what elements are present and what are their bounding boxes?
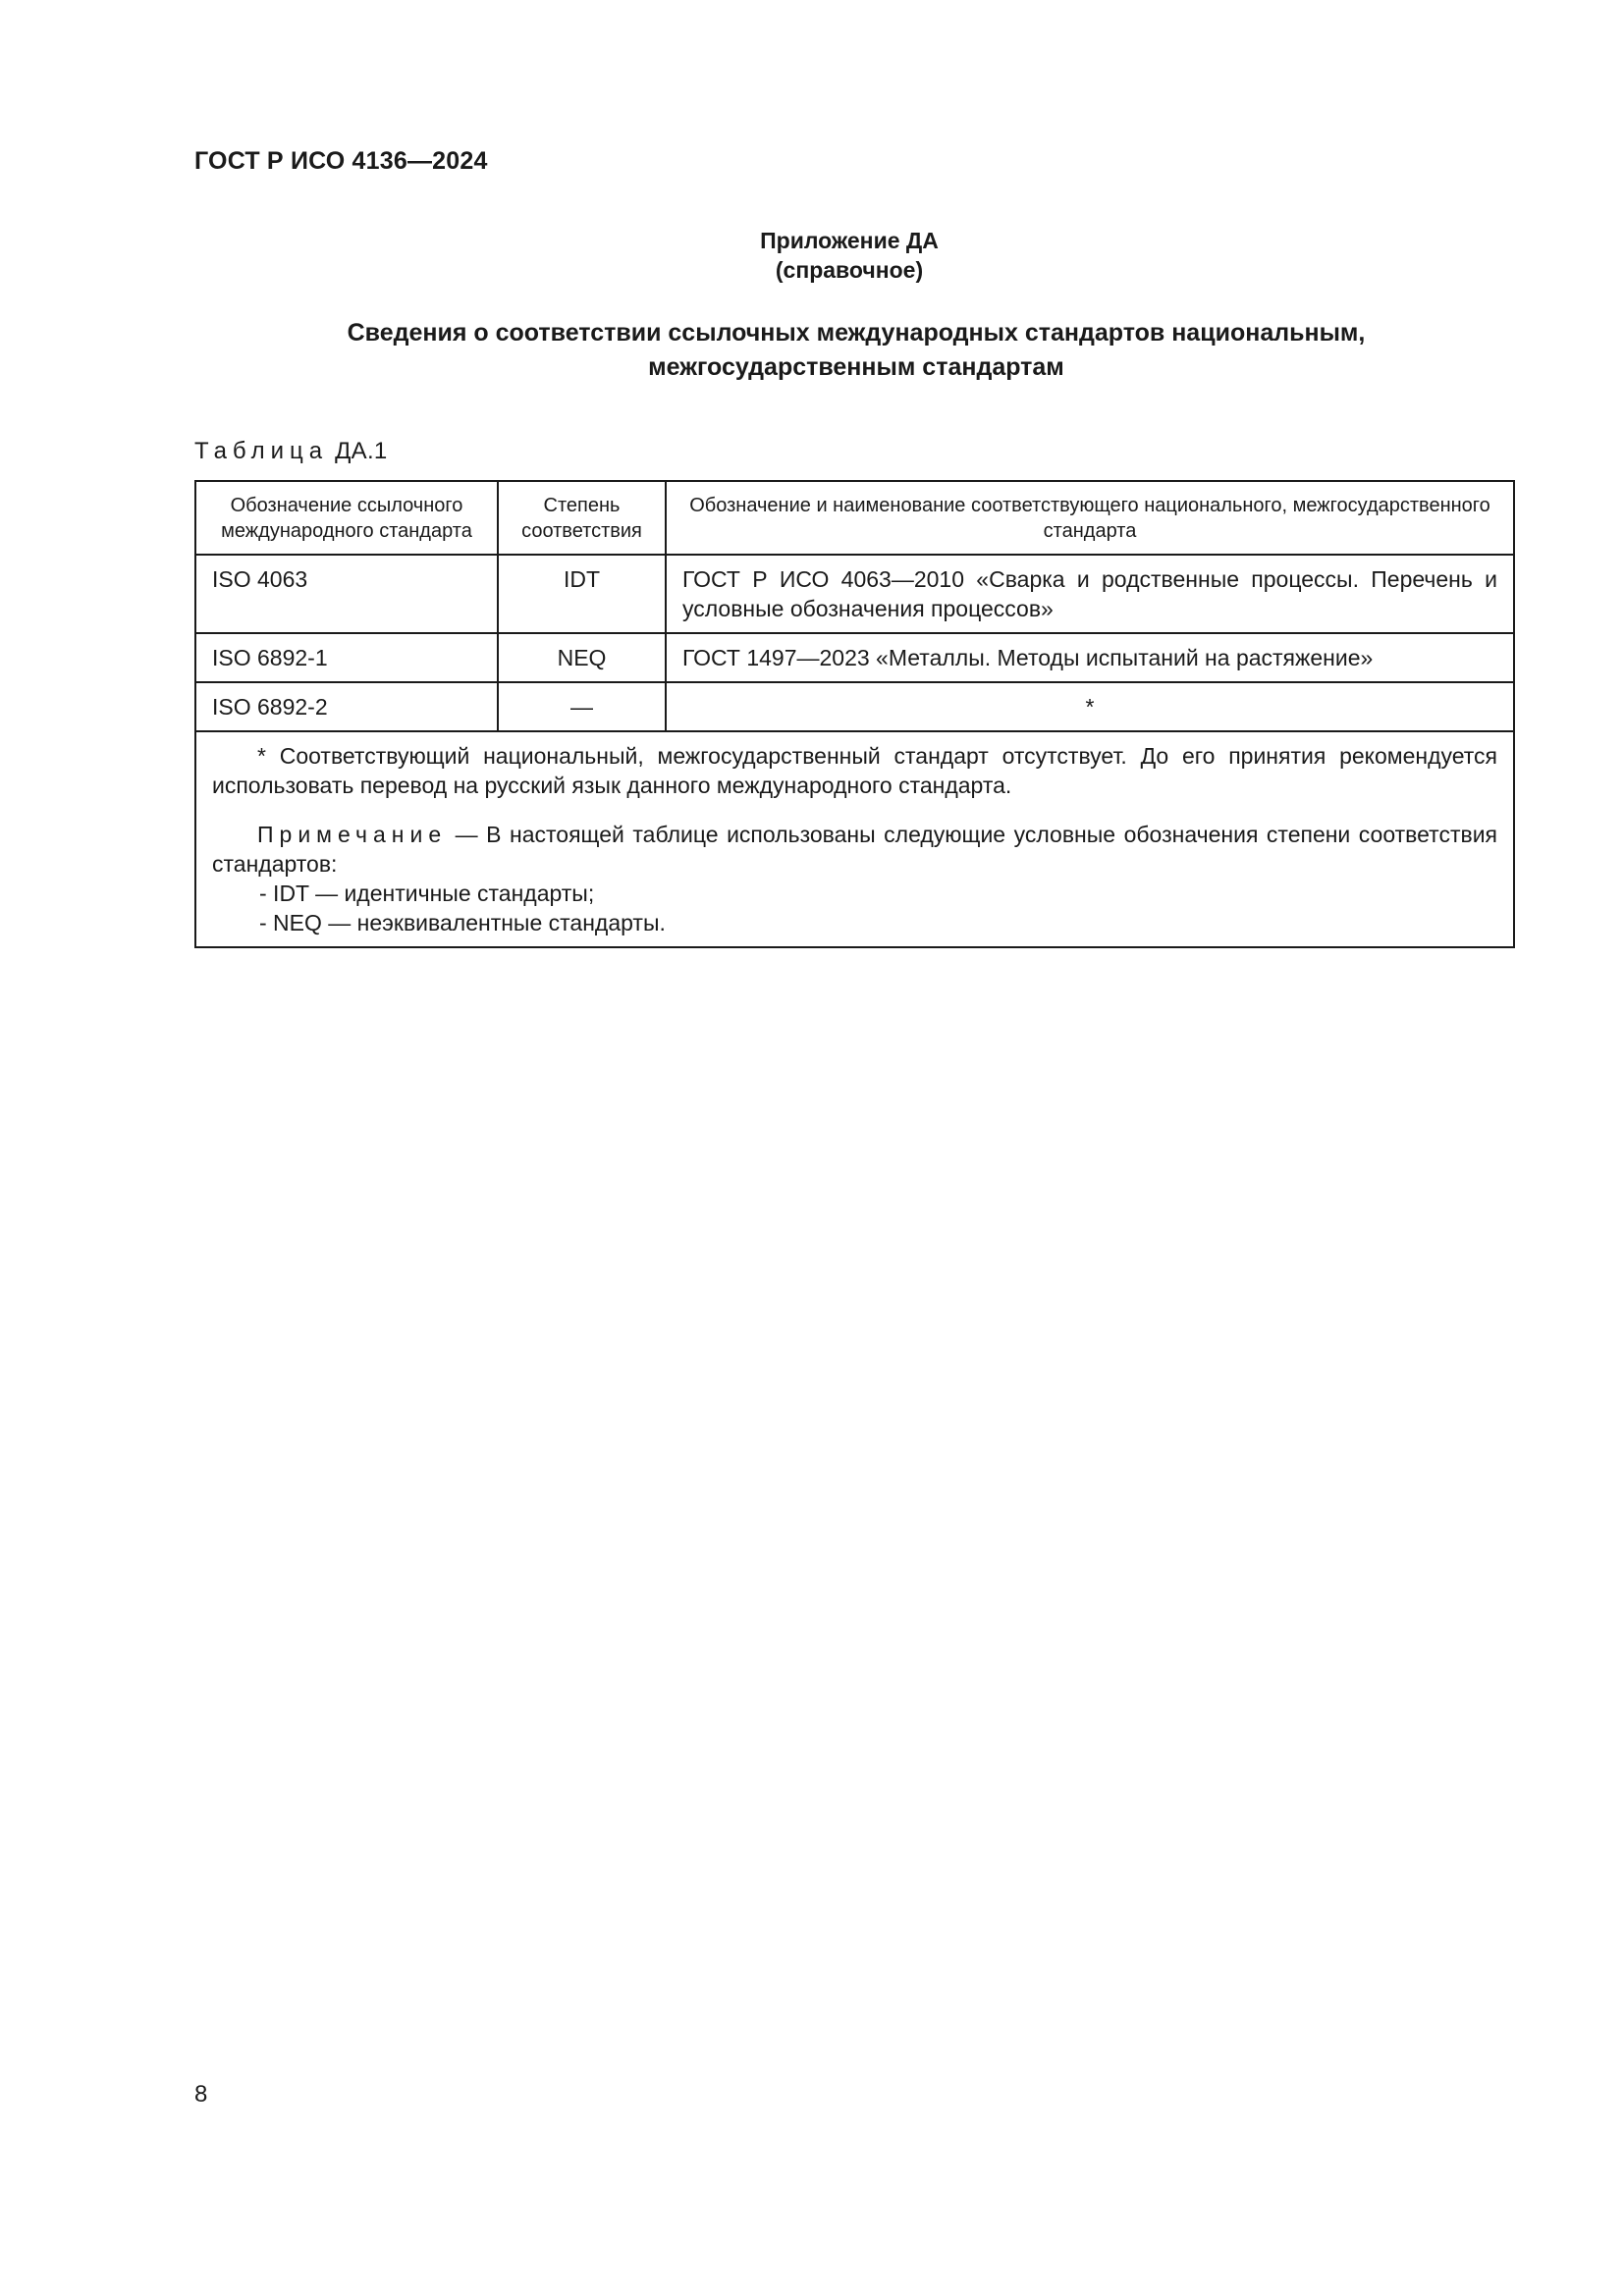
table-caption-number: ДА.1 bbox=[335, 438, 388, 464]
table-footer-row bbox=[195, 731, 1514, 947]
cell-national-standard: * bbox=[666, 682, 1514, 731]
page-number: 8 bbox=[194, 2081, 208, 2108]
table-caption-word: Таблица bbox=[194, 438, 329, 464]
cell-degree: IDT bbox=[498, 555, 666, 633]
header-intl-standard: Обозначение ссылочного международного стандарта bbox=[195, 481, 498, 555]
cell-national-standard: ГОСТ Р ИСО 4063—2010 «Сварка и родственные процессы. Перечень и условные обозначения процессов» bbox=[666, 555, 1514, 633]
document-code-header: ГОСТ Р ИСО 4136—2024 bbox=[194, 147, 488, 175]
cell-intl-standard: ISO 6892-2 bbox=[195, 682, 498, 731]
table-row bbox=[195, 682, 1514, 731]
table-footnote: * Соответствующий национальный, межгосударственный стандарт отсутствует. До его принятия рекомендуется использовать перевод на русский язык данного международного стандарта. bbox=[212, 743, 1497, 798]
cell-degree: NEQ bbox=[498, 633, 666, 682]
legend-item-neq: - NEQ — неэквивалентные стандарты. bbox=[259, 910, 666, 935]
cell-national-standard: ГОСТ 1497—2023 «Металлы. Методы испытаний на растяжение» bbox=[666, 633, 1514, 682]
table-footnote-cell bbox=[195, 731, 1514, 947]
cell-intl-standard: ISO 4063 bbox=[195, 555, 498, 633]
section-title-line-2: межгосударственным стандартам bbox=[648, 353, 1064, 381]
note-text: — В настоящей таблице использованы следующие условные обозначения степени соответствия стандартов: bbox=[212, 822, 1497, 877]
annex-heading bbox=[0, 226, 1624, 285]
table-row bbox=[195, 555, 1514, 633]
table-caption bbox=[194, 438, 388, 465]
table-row bbox=[195, 633, 1514, 682]
correspondence-table bbox=[194, 480, 1515, 948]
cell-intl-standard: ISO 6892-1 bbox=[195, 633, 498, 682]
section-title bbox=[0, 316, 1624, 385]
legend-item-idt: - IDT — идентичные стандарты; bbox=[259, 881, 595, 906]
header-national-standard: Обозначение и наименование соответствующего национального, межгосударственного стандарта bbox=[666, 481, 1514, 555]
table-header-row bbox=[195, 481, 1514, 555]
cell-degree: — bbox=[498, 682, 666, 731]
section-title-line-1: Сведения о соответствии ссылочных международных стандартов национальным, bbox=[347, 319, 1366, 347]
annex-title: Приложение ДА bbox=[760, 228, 939, 253]
table-note bbox=[212, 820, 1497, 879]
header-degree: Степень соответствия bbox=[498, 481, 666, 555]
note-label: Примечание bbox=[257, 822, 448, 847]
annex-subtitle: (справочное) bbox=[775, 257, 924, 283]
